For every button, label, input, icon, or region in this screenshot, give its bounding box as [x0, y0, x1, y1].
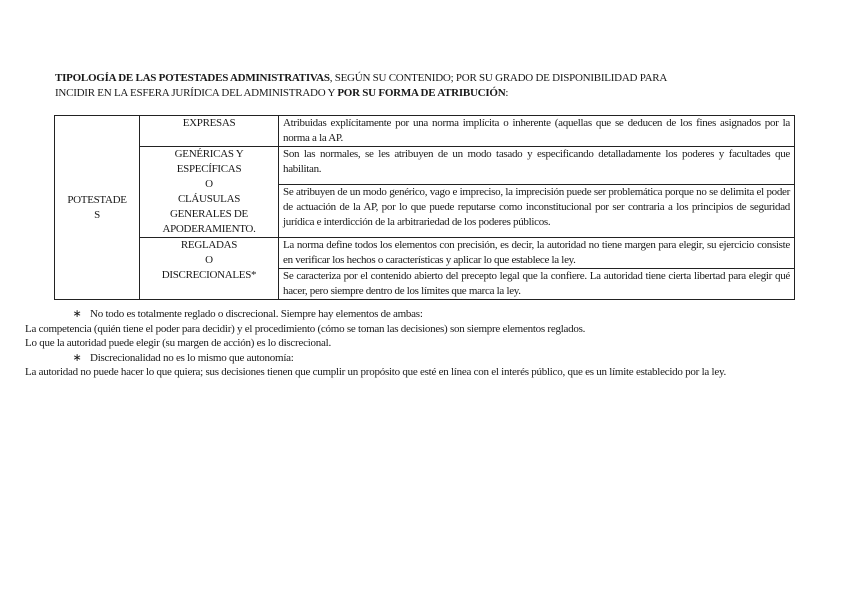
description-cell: Son las normales, se les atribuyen de un modo tasado y especificando detalladamente los poderes y facultades que habilitan. [279, 147, 795, 185]
heading-line-2 [55, 86, 508, 100]
note-bullet-2 [64, 351, 294, 365]
heading-bold: POR SU FORMA DE ATRIBUCIÓN [337, 87, 506, 99]
category-expresas: EXPRESAS [140, 116, 279, 147]
cat-line: ESPECÍFICAS [176, 163, 242, 175]
cat-line: CLÁUSULAS [177, 193, 241, 205]
asterisk-bullet-icon: ∗ [72, 352, 82, 364]
heading-text: , SEGÚN SU CONTENIDO; POR SU GRADO DE DISPONIBILIDAD PARA [329, 72, 668, 84]
cat-line: GENÉRICAS Y [174, 148, 244, 160]
row-header-line: POTESTADE [67, 193, 127, 206]
cat-line: O [205, 254, 213, 266]
asterisk-bullet-icon: ∗ [72, 308, 82, 320]
heading-colon: : [505, 87, 509, 99]
description-cell: Atribuidas explícitamente por una norma implícita o inherente (aquellas que se deducen de los fines asignados por la norma a la AP. [279, 116, 795, 147]
cat-line: REGLADAS [180, 239, 238, 251]
note-bullet-1 [64, 307, 423, 321]
row-header-potestades [55, 116, 140, 300]
note-text: Discrecionalidad no es lo mismo que autonomía: [90, 352, 294, 364]
note-paragraph: La competencia (quién tiene el poder para decidir) y el procedimiento (cómo se toman las decisiones) son siempre elementos reglados. [25, 323, 586, 335]
potestades-table [54, 115, 795, 300]
row-header-line: S [94, 208, 100, 221]
description-cell: Se atribuyen de un modo genérico, vago e impreciso, la imprecisión puede ser problemática porque no se delimita el poder de actuación de la AP, por lo que puede reputarse como inconstitucional por ser contraria a los principios de seguridad jurídica e interdicción de la arbitrariedad de los poderes públicos. [279, 184, 795, 237]
heading-line-1 [55, 71, 667, 85]
heading-text: INCIDIR EN LA ESFERA JURÍDICA DEL ADMINISTRADO Y [55, 87, 338, 99]
cat-line: APODERAMIENTO. [162, 223, 256, 235]
category-regladas [140, 238, 279, 300]
note-paragraph: La autoridad no puede hacer lo que quiera; sus decisiones tienen que cumplir un propósito que esté en línea con el interés público, que es un límite establecido por la ley. [25, 366, 726, 378]
note-paragraph: Lo que la autoridad puede elegir (su margen de acción) es lo discrecional. [25, 337, 331, 349]
cat-line: O [205, 178, 213, 190]
note-text: No todo es totalmente reglado o discrecional. Siempre hay elementos de ambas: [90, 308, 423, 320]
heading-bold: TIPOLOGÍA DE LAS POTESTADES ADMINISTRATIVAS [55, 72, 330, 84]
cat-line: GENERALES DE [170, 208, 248, 220]
description-cell: La norma define todos los elementos con precisión, es decir, la autoridad no tiene margen para elegir, su ejercicio consiste en verificar los hechos o características y aplicar lo que establece la ley. [279, 238, 795, 269]
category-genericas [140, 147, 279, 238]
cat-line: DISCRECIONALES* [161, 269, 257, 281]
description-cell: Se caracteriza por el contenido abierto del precepto legal que la confiere. La autoridad tiene cierta libertad para elegir qué hacer, pero siempre dentro de los límites que marca la ley. [279, 269, 795, 300]
